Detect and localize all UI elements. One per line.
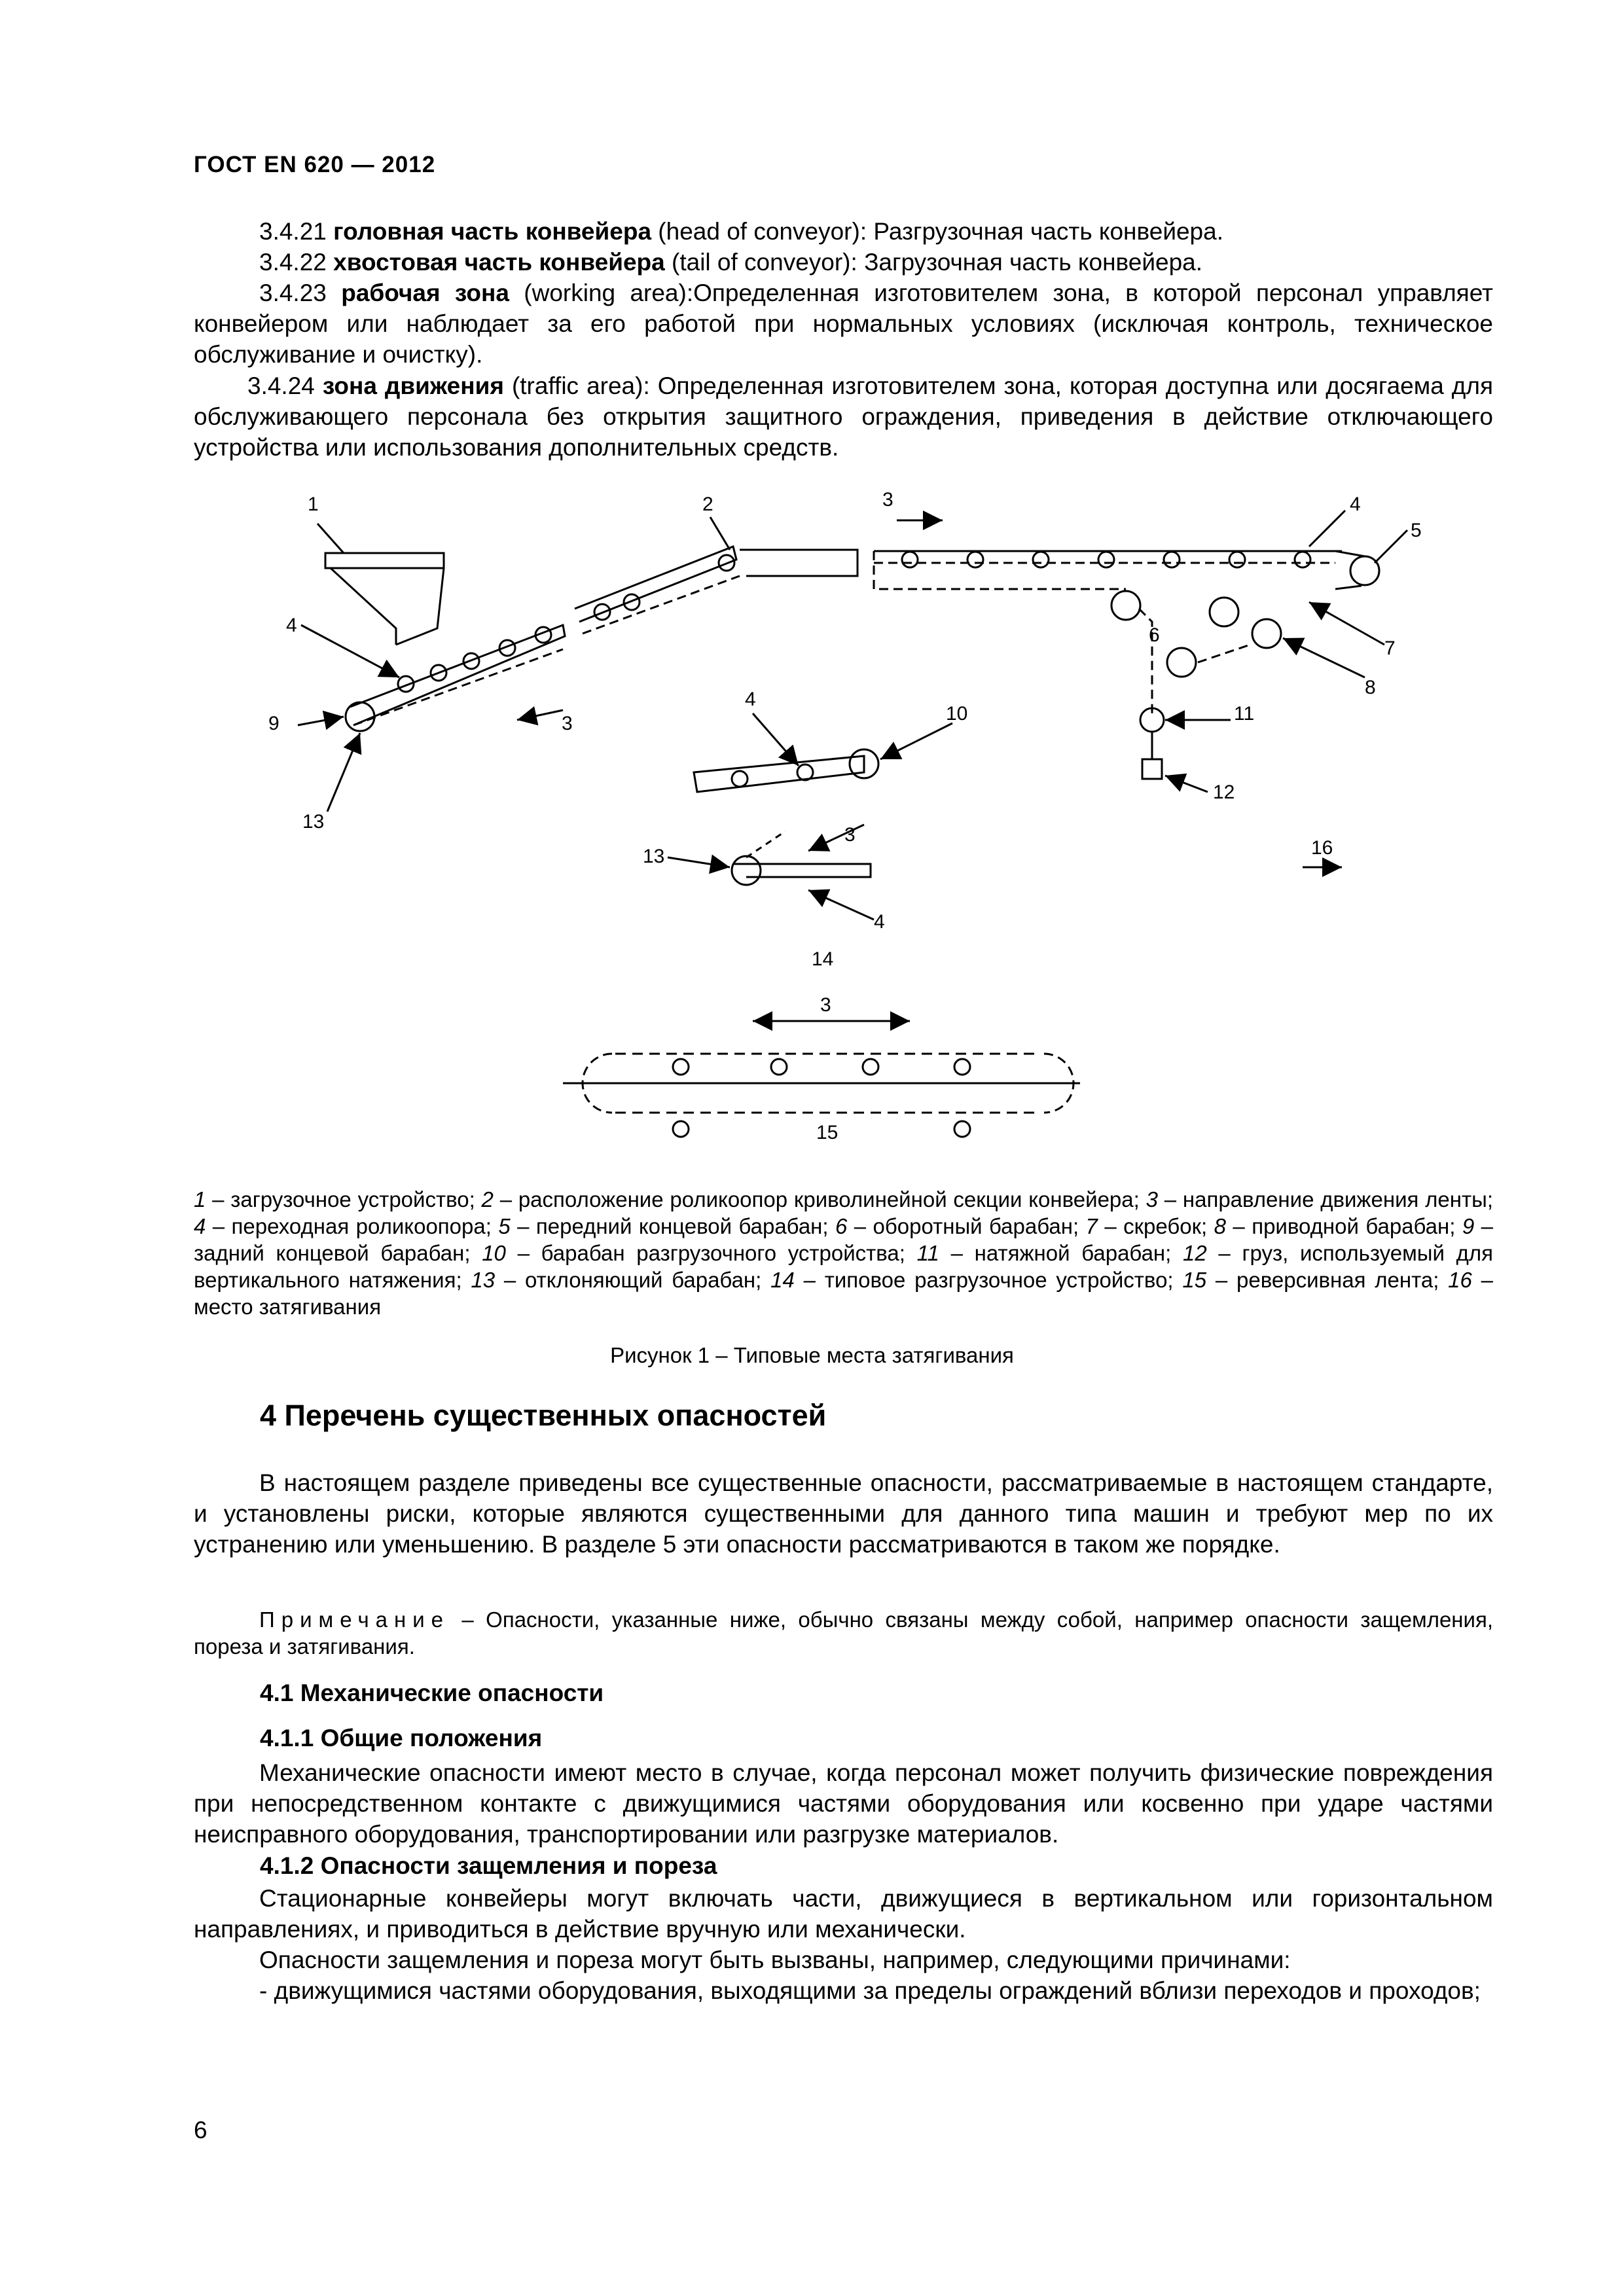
- fig-label-11: 11: [1234, 703, 1255, 725]
- top-return: [874, 551, 1126, 589]
- hopper-body: [331, 568, 444, 645]
- fig-label-2: 2: [702, 493, 713, 515]
- direction-arrow-discharge: [808, 825, 864, 851]
- fig-label-16: 16: [1311, 837, 1333, 859]
- direction-arrow-left: [517, 710, 563, 720]
- section-4-1-title: 4.1 Механические опасности: [260, 1679, 604, 1706]
- tail-return-belt: [353, 649, 563, 725]
- figure-caption: Рисунок 1 – Типовые места затягивания: [610, 1343, 1014, 1367]
- fig-label-3-left: 3: [562, 713, 573, 734]
- curve-belt: [740, 550, 857, 576]
- fig-label-4-left: 4: [286, 615, 297, 636]
- fig-label-12: 12: [1213, 781, 1235, 803]
- definition-3-4-23: 3.4.23 рабочая зона (working area):Определенная изготовителем зона, в которой персонал управляет конвейером или наблюдает за его работой при нормальных условиях (исключая контроль, техническое обслуживание и очистку).: [194, 279, 1493, 368]
- section-4-note: Примечание – Опасности, указанные ниже, обычно связаны между собой, например опасности защемления, пореза и затягивания.: [194, 1607, 1493, 1659]
- fig-label-1: 1: [308, 493, 319, 515]
- section-4-1-2-paragraph-2: Опасности защемления и пореза могут быть вызваны, например, следующими причинами:: [259, 1946, 1291, 1973]
- section-4-1-2-paragraph-3: - движущимися частями оборудования, выходящими за пределы ограждений вблизи переходов и проходов;: [259, 1977, 1481, 2004]
- section-4-intro: В настоящем разделе приведены все существенные опасности, рассматриваемые в настоящем стандарте, и установлены риски, которые являются существенными для данного типа машин и требуют мер по их устранению или уменьшению. В разделе 5 эти опасности рассматриваются в таком же порядке.: [194, 1469, 1493, 1558]
- fig-label-9: 9: [268, 713, 280, 734]
- fig-label-3-discharge: 3: [844, 824, 856, 846]
- section-4-1-2-paragraph-1: Стационарные конвейеры могут включать части, движущиеся в вертикальном или горизонтальном направлениях, и приводиться в действие вручную или механически.: [194, 1885, 1493, 1943]
- drive-pulley: [1252, 619, 1281, 648]
- definition-3-4-24: 3.4.24 зона движения (traffic area): Определенная изготовителем зона, которая доступна или досягаема для обслуживающего персонала без открытия защитного ограждения, приведения в действие отключающего устройства или использования дополнительных средств.: [194, 372, 1494, 461]
- fig-label-10: 10: [946, 703, 968, 725]
- fig-label-3-top: 3: [882, 489, 893, 511]
- page-number: 6: [194, 2117, 208, 2144]
- fig-label-3-reverse: 3: [820, 994, 831, 1016]
- fig-label-4-top: 4: [1350, 493, 1361, 515]
- fig-label-15: 15: [816, 1122, 839, 1143]
- fig-label-5: 5: [1411, 520, 1422, 541]
- deflector-pulley: [732, 856, 761, 885]
- fig-label-4-bottom: 4: [874, 911, 885, 933]
- incline-belt: [575, 547, 736, 622]
- fig-label-14: 14: [812, 948, 834, 970]
- tail-belt: [350, 625, 565, 725]
- document-header: ГОСТ EN 620 — 2012: [194, 152, 436, 177]
- definition-3-4-22: 3.4.22 хвостовая часть конвейера (tail of conveyor): Загрузочная часть конвейера.: [259, 249, 1203, 276]
- fig-label-4-discharge: 4: [745, 689, 756, 710]
- section-4-title: 4 Перечень существенных опасностей: [260, 1399, 827, 1432]
- fig-label-7: 7: [1384, 637, 1396, 659]
- tail-pulley: [346, 702, 374, 731]
- fig-label-13-left: 13: [302, 811, 325, 833]
- head-pulley: [1350, 556, 1379, 585]
- hopper-top: [325, 553, 444, 568]
- snub-pulley: [1111, 591, 1140, 620]
- fig-label-13-discharge: 13: [643, 846, 665, 867]
- figure-legend: 1 – загрузочное устройство; 2 – расположение роликоопор криволинейной секции конвейера; 3 – направление движения ленты; 4 – переходная роликоопора; 5 – передний концевой барабан; 6 – оборотный барабан; 7 – скребок; 8 – приводной барабан; 9 – задний концевой барабан; 10 – барабан разгрузочного устройства; 11 – натяжной барабан; 12 – груз, используемый для вертикального натяжения; 13 – отклоняющий барабан; 14 – типовое разгрузочное устройство; 15 – реверсивная лента; 16 – место затягивания: [194, 1187, 1493, 1319]
- fig-label-8: 8: [1365, 677, 1376, 698]
- weight-box: [1142, 759, 1162, 779]
- definition-3-4-21: 3.4.21 головная часть конвейера (head of conveyor): Разгрузочная часть конвейера.: [259, 218, 1223, 245]
- fig-label-6: 6: [1149, 624, 1160, 646]
- section-4-1-1-text: Механические опасности имеют место в случае, когда персонал может получить физические повреждения при непосредственном контакте с движущимися частями оборудования или косвенно при ударе частями неисправного оборудования, транспортировании или разгрузке материалов.: [194, 1759, 1493, 1848]
- figure-1-conveyor-diagram: [0, 484, 1624, 1172]
- section-4-1-2-title: 4.1.2 Опасности защемления и пореза: [260, 1852, 717, 1879]
- discharge-upper-belt: [694, 756, 864, 792]
- section-4-1-1-title: 4.1.1 Общие положения: [260, 1725, 543, 1751]
